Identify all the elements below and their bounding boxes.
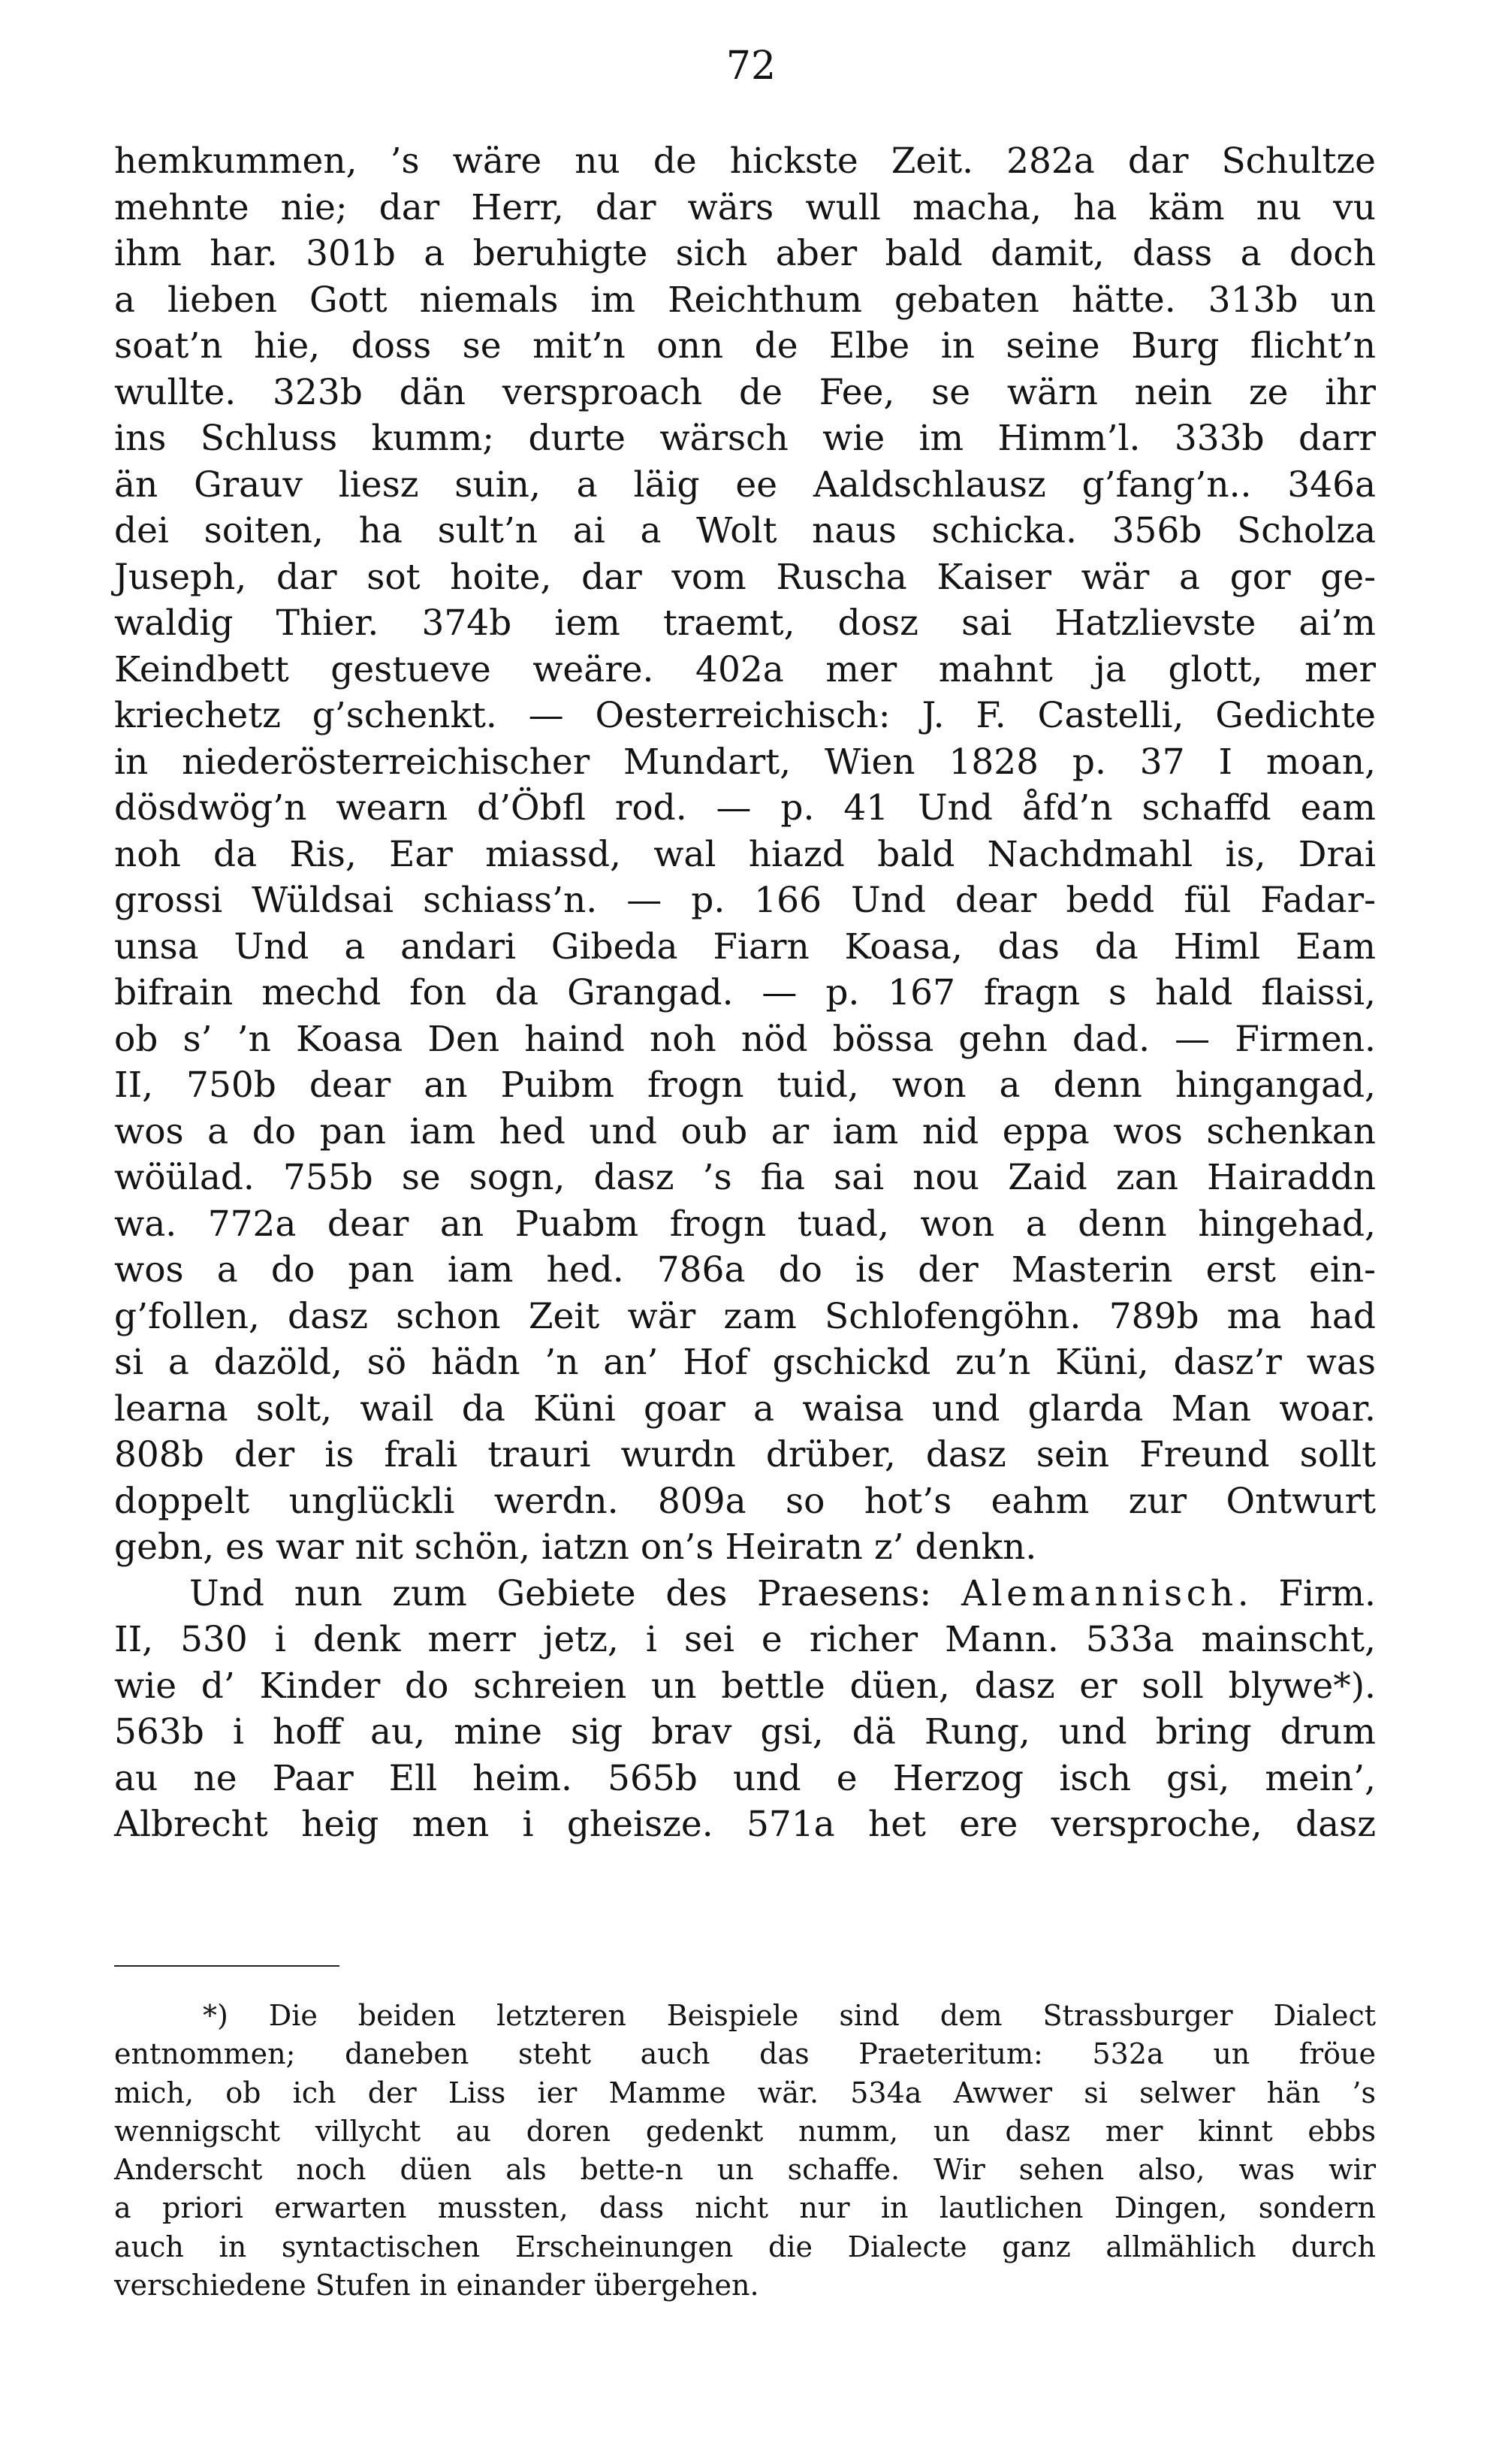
body-line: doppelt unglückli werdn. 809a so hot’s eahm zur Ontwurt	[114, 1480, 1376, 1522]
body-line: II, 530 i denk merr jetz, i sei e richer Mann. 533a mainscht,	[114, 1619, 1376, 1660]
body-line: soat’n hie, doss se mit’n onn de Elbe in seine Burg flicht’n	[114, 325, 1376, 367]
footnote-line: Anderscht noch düen als bette-n un schaffe. Wir sehen also, was wir	[114, 2153, 1376, 2187]
body-line: au ne Paar Ell heim. 565b und e Herzog isch gsi, mein’,	[114, 1757, 1376, 1799]
body-line: 563b i hoff au, mine sig brav gsi, dä Rung, und bring drum	[114, 1711, 1376, 1753]
body-line: wöülad. 755b se sogn, dasz ’s fia sai nou Zaid zan Hairaddn	[114, 1157, 1376, 1198]
body-line: dösdwög’n wearn d’Öbfl rod. — p. 41 Und åfd’n schaffd eam	[114, 787, 1376, 829]
paragraph-lead-rest: . Firm.	[1237, 1572, 1376, 1614]
body-line: wullte. 323b dän versproach de Fee, se wärn nein ze ihr	[114, 371, 1376, 413]
body-line: II, 750b dear an Puibm frogn tuid, won a denn hingangad,	[114, 1064, 1376, 1106]
footnote-line: entnommen; daneben steht auch das Praeteritum: 532a un fröue	[114, 2037, 1376, 2071]
body-line: 808b der is frali trauri wurdn drüber, dasz sein Freund sollt	[114, 1434, 1376, 1475]
body-line: kriechetz g’schenkt. — Oesterreichisch: J. F. Castelli, Gedichte	[114, 695, 1376, 736]
footnote-line: *) Die beiden letzteren Beispiele sind dem Strassburger Dialect	[203, 1999, 1376, 2032]
body-line: ihm har. 301b a beruhigte sich aber bald damit, dass a doch	[114, 233, 1376, 274]
body-line: waldig Thier. 374b iem traemt, dosz sai Hatzlievste ai’m	[114, 602, 1376, 644]
footnote	[114, 1997, 1376, 2305]
body-line: ob s’ ’n Koasa Den haind noh nöd bössa gehn dad. — Firmen.	[114, 1018, 1376, 1060]
body-line: mehnte nie; dar Herr, dar wärs wull macha, ha käm nu vu	[114, 186, 1376, 228]
dialect-name: Alemannisch	[961, 1572, 1238, 1614]
page-number: 72	[725, 44, 777, 89]
body-line: Juseph, dar sot hoite, dar vom Ruscha Kaiser wär a gor ge-	[114, 556, 1376, 598]
body-line: gebn, es war nit schön, iatzn on’s Heiratn z’ denkn.	[114, 1526, 1037, 1568]
body-line: hemkummen, ’s wäre nu de hickste Zeit. 282a dar Schultze	[114, 140, 1376, 182]
body-line: bifrain mechd fon da Grangad. — p. 167 fragn s hald flaissi,	[114, 972, 1376, 1013]
footnote-line: mich, ob ich der Liss ier Mamme wär. 534a Awwer si selwer hän ’s	[114, 2076, 1376, 2109]
body-line: learna solt, wail da Küni goar a waisa und glarda Man woar.	[114, 1388, 1376, 1430]
body-line: än Grauv liesz suin, a läig ee Aaldschlausz g’fang’n.. 346a	[114, 464, 1376, 506]
body-line: ins Schluss kumm; durte wärsch wie im Himm’l. 333b darr	[114, 418, 1376, 459]
footnote-line: verschiedene Stufen in einander übergehen.	[114, 2269, 759, 2302]
body-line: grossi Wüldsai schiass’n. — p. 166 Und dear bedd fül Fadar-	[114, 880, 1376, 921]
body-line: wa. 772a dear an Puabm frogn tuad, won a denn hingehad,	[114, 1203, 1376, 1245]
body-line: a lieben Gott niemals im Reichthum gebaten hätte. 313b un	[114, 279, 1376, 321]
body-line: in niederösterreichischer Mundart, Wien 1828 p. 37 I moan,	[114, 741, 1376, 783]
body-line: si a dazöld, sö hädn ’n an’ Hof gschickd zu’n Küni, dasz’r was	[114, 1342, 1376, 1383]
body-line: unsa Und a andari Gibeda Fiarn Koasa, das da Himl Eam	[114, 926, 1376, 968]
footnote-divider	[114, 1965, 339, 1967]
footnote-line: wennigscht villycht au doren gedenkt numm, un dasz mer kinnt ebbs	[114, 2114, 1376, 2148]
paragraph-opening-line	[114, 1571, 1376, 1617]
footnote-line: a priori erwarten mussten, dass nicht nur in lautlichen Dingen, sondern	[114, 2191, 1376, 2225]
body-line: Keindbett gestueve weäre. 402a mer mahnt ja glott, mer	[114, 648, 1376, 690]
body-line: dei soiten, ha sult’n ai a Wolt naus schicka. 356b Scholza	[114, 510, 1376, 551]
body-line: Albrecht heig men i gheisze. 571a het ere versproche, dasz	[114, 1804, 1376, 1845]
paragraph-lead: Und nun zum Gebiete des Praesens:	[189, 1572, 961, 1614]
body-line: g’follen, dasz schon Zeit wär zam Schlofengöhn. 789b ma had	[114, 1295, 1376, 1337]
body-line: noh da Ris, Ear miassd, wal hiazd bald Nachdmahl is, Drai	[114, 833, 1376, 875]
body-line: wos a do pan iam hed. 786a do is der Masterin erst ein-	[114, 1249, 1376, 1291]
body-line: wos a do pan iam hed und oub ar iam nid eppa wos schenkan	[114, 1110, 1376, 1152]
main-text	[114, 138, 1376, 1848]
footnote-line: auch in syntactischen Erscheinungen die Dialecte ganz allmählich durch	[114, 2230, 1376, 2263]
body-line: wie d’ Kinder do schreien un bettle düen, dasz er soll blywe*).	[114, 1665, 1376, 1707]
